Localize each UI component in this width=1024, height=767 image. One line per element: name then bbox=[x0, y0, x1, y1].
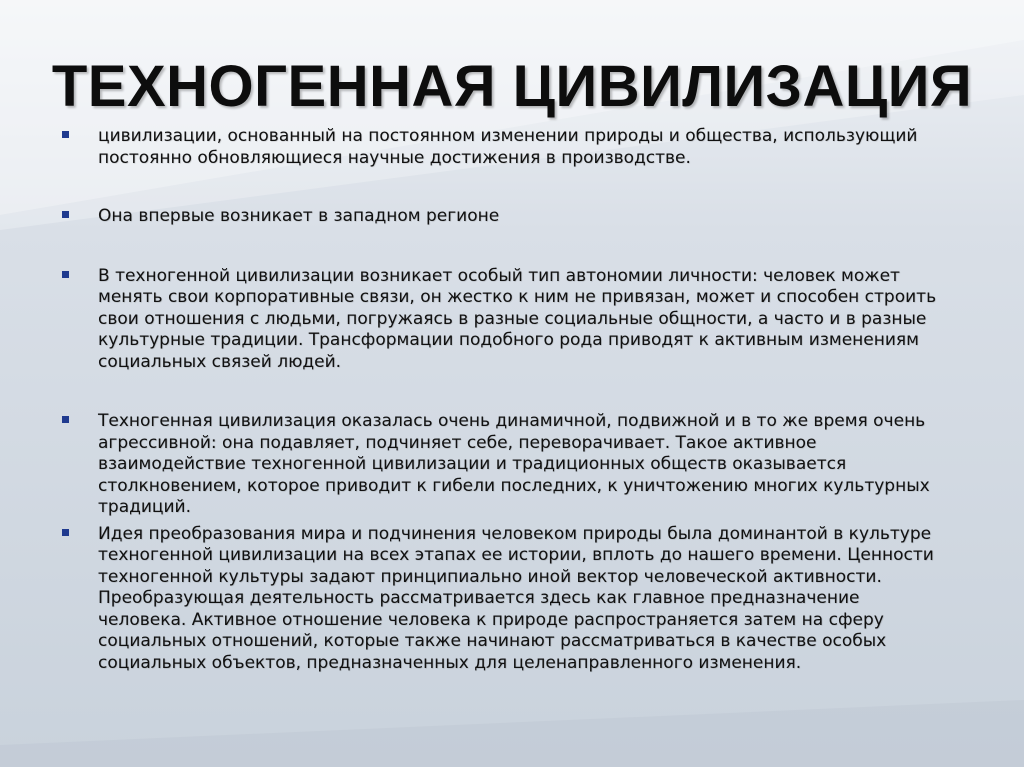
bullet-line: взаимодействие техногенной цивилизации и традиционных обществ оказывается bbox=[98, 454, 847, 474]
bullet-line: постоянно обновляющиеся научные достижения в производстве. bbox=[98, 147, 691, 168]
bullet-line: агрессивной: она подавляет, подчиняет себе, переворачивает. Такое активное bbox=[98, 432, 817, 453]
bullet-line: культурные традиции. Трансформации подобного рода приводят к активным изменениям bbox=[98, 330, 919, 350]
square-bullet-icon bbox=[62, 131, 69, 138]
bullet-line: человека. Активное отношение человека к природе распространяется затем на сферу bbox=[98, 609, 884, 630]
square-bullet-icon bbox=[62, 416, 69, 423]
bullet-text bbox=[98, 411, 960, 519]
bullet-line: социальных отношений, которые также начинают рассматриваться в качестве особых bbox=[98, 631, 887, 651]
bullet-line: Она впервые возникает в западном регионе bbox=[98, 206, 500, 226]
bullet-text bbox=[98, 126, 960, 169]
square-bullet-icon bbox=[62, 211, 69, 218]
bullet-line: Идея преобразования мира и подчинения человеком природы была доминантой в культуре bbox=[98, 523, 932, 544]
bullet-text bbox=[98, 206, 960, 228]
bullet-line: столкновением, которое приводит к гибели последних, к уничтожению многих культурных bbox=[98, 475, 930, 496]
bullet-item bbox=[60, 411, 960, 519]
bullet-text bbox=[98, 524, 960, 675]
bullet-item bbox=[60, 524, 960, 675]
bullet-line: техногенной культуры задают принципиально иной вектор человеческой активности. bbox=[98, 566, 882, 587]
bullet-line: социальных связей людей. bbox=[98, 351, 342, 372]
bullet-line: Преобразующая деятельность рассматривается здесь как главное предназначение bbox=[98, 588, 860, 608]
bullet-item bbox=[60, 126, 960, 169]
bullet-line: Техногенная цивилизация оказалась очень динамичной, подвижной и в то же время очень bbox=[98, 411, 926, 431]
bullet-line: свои отношения с людьми, погружаясь в разные социальные общности, а часто и в разные bbox=[98, 308, 927, 329]
bullet-line: В техногенной цивилизации возникает особый тип автономии личности: человек может bbox=[98, 265, 900, 286]
square-bullet-icon bbox=[62, 529, 69, 536]
bullet-line: техногенной цивилизации на всех этапах ее истории, вплоть до нашего времени. Ценности bbox=[98, 545, 934, 565]
bullet-item bbox=[60, 266, 960, 374]
bullet-line: социальных объектов, предназначенных для целенаправленного изменения. bbox=[98, 652, 802, 673]
square-bullet-icon bbox=[62, 271, 69, 278]
bullet-line: цивилизации, основанный на постоянном изменении природы и общества, использующий bbox=[98, 126, 918, 146]
bullet-line: менять свои корпоративные связи, он жестко к ним не привязан, может и способен строить bbox=[98, 287, 937, 307]
bullet-list bbox=[60, 126, 960, 674]
bullet-text bbox=[98, 266, 960, 374]
slide-title: ТЕХНОГЕННАЯ ЦИВИЛИЗАЦИЯ bbox=[51, 54, 973, 119]
bullet-item bbox=[60, 206, 960, 228]
bullet-line: традиций. bbox=[98, 497, 191, 517]
